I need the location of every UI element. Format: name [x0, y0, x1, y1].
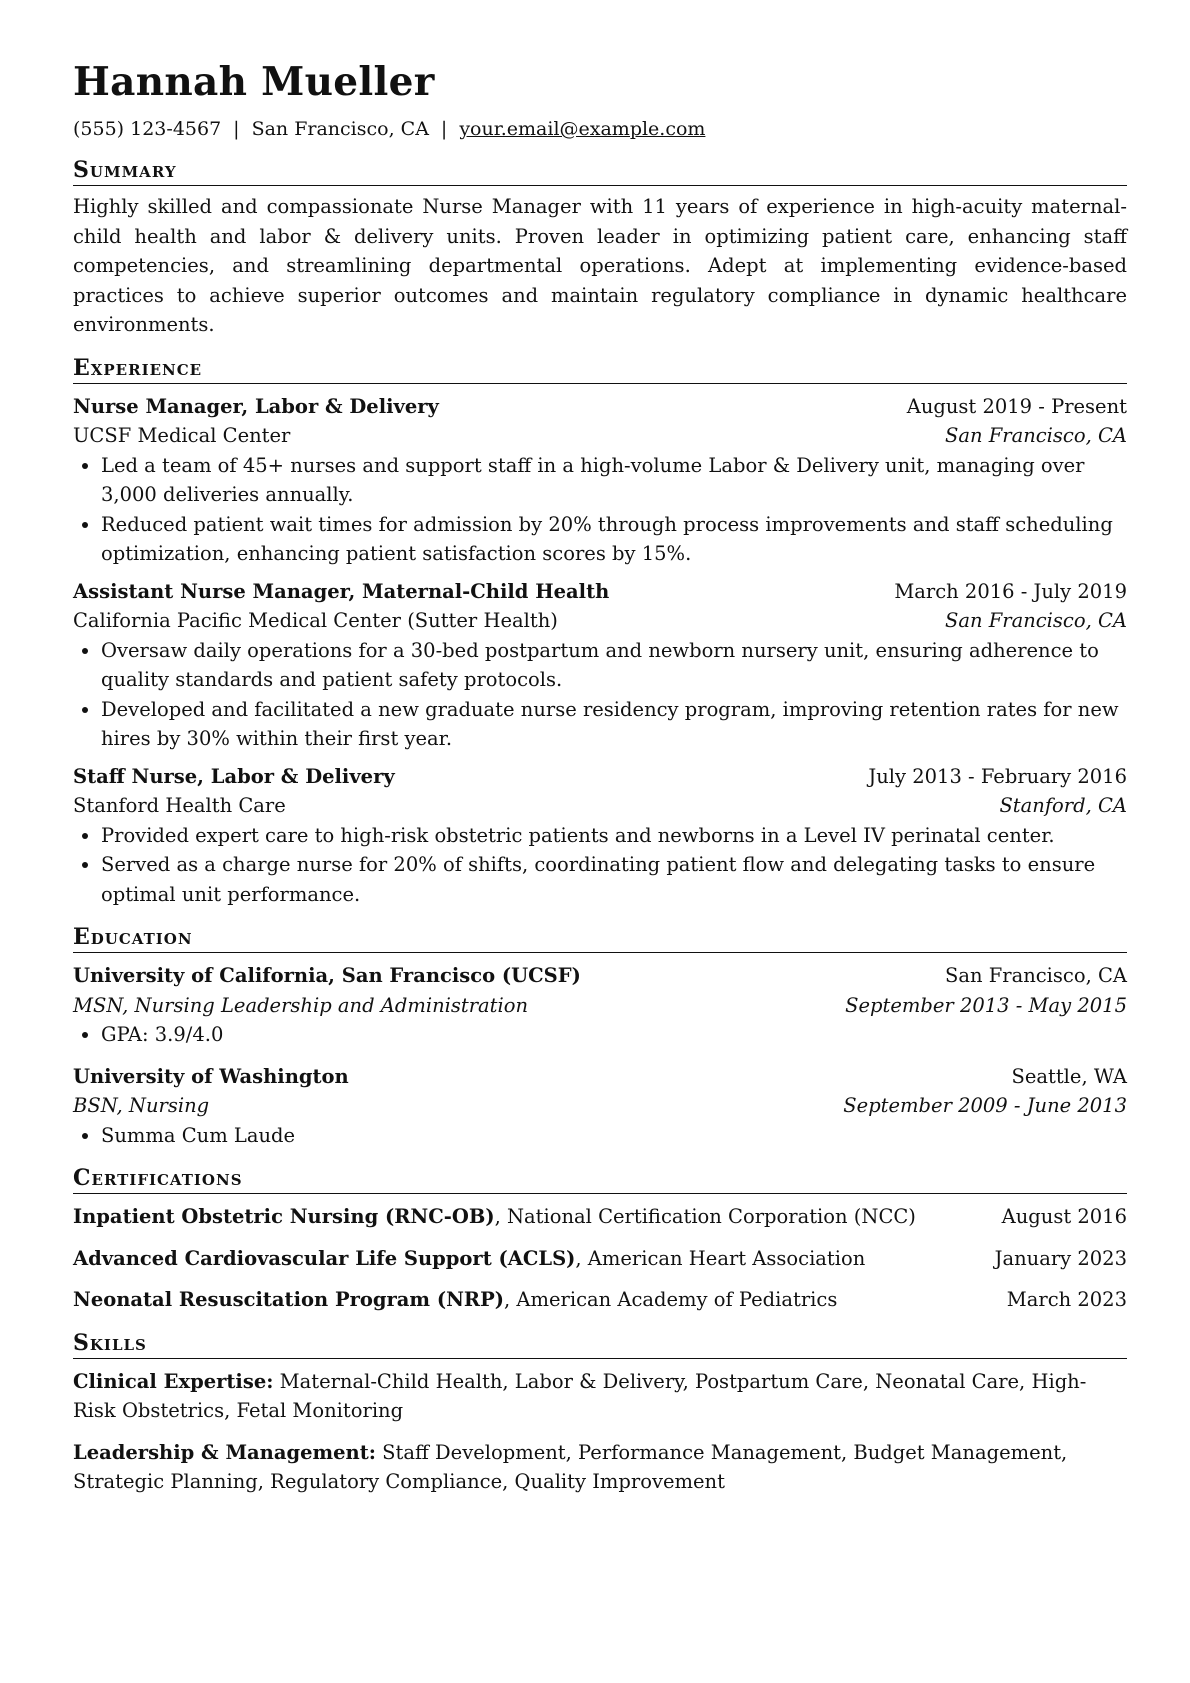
contact-location: San Francisco, CA	[251, 118, 429, 140]
skill-group-label: Leadership & Management:	[73, 1440, 376, 1464]
bullet-item: • GPA: 3.9/4.0	[101, 1020, 1127, 1050]
section-title-education: Education	[73, 923, 1127, 953]
education-entry	[73, 1062, 1127, 1151]
certification-name: Inpatient Obstetric Nursing (RNC-OB)	[73, 1205, 495, 1228]
school-name: University of California, San Francisco (UCSF)	[73, 964, 581, 987]
certification-row	[73, 1285, 1127, 1315]
section-title-skills: Skills	[73, 1329, 1127, 1359]
skill-group-items: Staff Development, Performance Management, Budget Management, Strategic Planning, Regulatory Compliance, Quality Improvement	[73, 1440, 1068, 1493]
candidate-name: Hannah Mueller	[73, 59, 435, 105]
certification-date: March 2023	[1006, 1288, 1127, 1311]
job-organization: UCSF Medical Center	[73, 424, 291, 447]
job-title: Staff Nurse, Labor & Delivery	[73, 764, 395, 788]
education-section	[73, 923, 1127, 1150]
certification-name: Advanced Cardiovascular Life Support (ACLS)	[73, 1246, 576, 1270]
job-title: Nurse Manager, Labor & Delivery	[73, 394, 439, 418]
bullet-item: • Developed and facilitated a new graduate nurse residency program, improving retention rates for new hires by 30% within their first year.	[101, 695, 1127, 754]
education-entry	[73, 961, 1127, 1050]
education-bullets	[73, 1121, 1127, 1151]
section-title-certifications: Certifications	[73, 1164, 1127, 1194]
job-entry	[73, 392, 1127, 569]
email-link[interactable]: your.email@example.com	[459, 118, 706, 140]
school-location: San Francisco, CA	[944, 964, 1127, 987]
skill-group-label: Clinical Expertise:	[73, 1369, 274, 1393]
job-entry	[73, 577, 1127, 754]
certification-issuer: , National Certification Corporation (NCC)	[494, 1205, 916, 1228]
bullet-item: • Served as a charge nurse for 20% of shifts, coordinating patient flow and delegating tasks to ensure optimal unit performance.	[101, 850, 1127, 909]
certifications-section	[73, 1164, 1127, 1315]
degree: BSN, Nursing	[73, 1094, 210, 1117]
certification-row	[73, 1244, 1127, 1274]
job-dates: August 2019 - Present	[906, 394, 1127, 418]
contact-separator: |	[440, 118, 448, 140]
bullet-item: • Provided expert care to high-risk obstetric patients and newborns in a Level IV perinatal center.	[101, 821, 1127, 851]
job-dates: March 2016 - July 2019	[894, 579, 1127, 603]
skills-section	[73, 1329, 1127, 1497]
education-dates: September 2009 - June 2013	[843, 1094, 1127, 1117]
school-name: University of Washington	[73, 1064, 349, 1088]
school-location: Seattle, WA	[1011, 1064, 1127, 1088]
skill-group	[73, 1438, 1127, 1497]
degree: MSN, Nursing Leadership and Administration	[73, 993, 529, 1017]
summary-section	[73, 156, 1127, 340]
certification-date: August 2016	[1001, 1205, 1127, 1228]
education-bullets	[73, 1020, 1127, 1050]
job-title: Assistant Nurse Manager, Maternal-Child Health	[73, 579, 610, 603]
certification-row	[73, 1202, 1127, 1232]
bullet-item: • Reduced patient wait times for admission by 20% through process improvements and staff scheduling optimization, enhancing patient satisfaction scores by 15%.	[101, 510, 1127, 569]
contact-line	[73, 116, 1127, 142]
section-title-summary: Summary	[73, 156, 1127, 186]
bullet-item: • Summa Cum Laude	[101, 1121, 1127, 1151]
certification-date: January 2023	[994, 1246, 1127, 1270]
certification-issuer: , American Academy of Pediatrics	[504, 1288, 838, 1311]
bullet-item: • Led a team of 45+ nurses and support staff in a high-volume Labor & Delivery unit, managing over 3,000 deliveries annually.	[101, 451, 1127, 510]
job-dates: July 2013 - February 2016	[868, 764, 1127, 788]
job-organization: Stanford Health Care	[73, 794, 286, 817]
contact-separator: |	[233, 118, 240, 140]
certification-issuer: , American Heart Association	[575, 1246, 866, 1270]
section-title-experience: Experience	[73, 354, 1127, 384]
education-dates: September 2013 - May 2015	[845, 993, 1127, 1017]
phone-number: (555) 123-4567	[73, 118, 222, 140]
job-bullets	[73, 821, 1127, 910]
job-location: Stanford, CA	[999, 794, 1127, 817]
bullet-item: • Oversaw daily operations for a 30-bed postpartum and newborn nursery unit, ensuring adherence to quality standards and patient safety protocols.	[101, 636, 1127, 695]
skill-group-items: Maternal-Child Health, Labor & Delivery, Postpartum Care, Neonatal Care, High-Risk Obstetrics, Fetal Monitoring	[73, 1369, 1087, 1422]
experience-section	[73, 354, 1127, 910]
job-organization: California Pacific Medical Center (Sutter Health)	[73, 609, 558, 632]
resume-page	[73, 58, 1127, 1497]
job-location: San Francisco, CA	[944, 424, 1127, 447]
job-bullets	[73, 451, 1127, 569]
skill-group	[73, 1367, 1127, 1426]
summary-text: Highly skilled and compassionate Nurse Manager with 11 years of experience in high-acuity maternal-child health and labor & delivery units. Proven leader in optimizing patient care, enhancing staff competencies, and streamlining departmental operations. Adept at implementing evidence-based practices to achieve superior outcomes and maintain regulatory compliance in dynamic healthcare environments.	[73, 195, 1127, 336]
job-bullets	[73, 636, 1127, 754]
job-location: San Francisco, CA	[944, 609, 1127, 632]
job-entry	[73, 762, 1127, 910]
certification-name: Neonatal Resuscitation Program (NRP)	[73, 1288, 504, 1311]
